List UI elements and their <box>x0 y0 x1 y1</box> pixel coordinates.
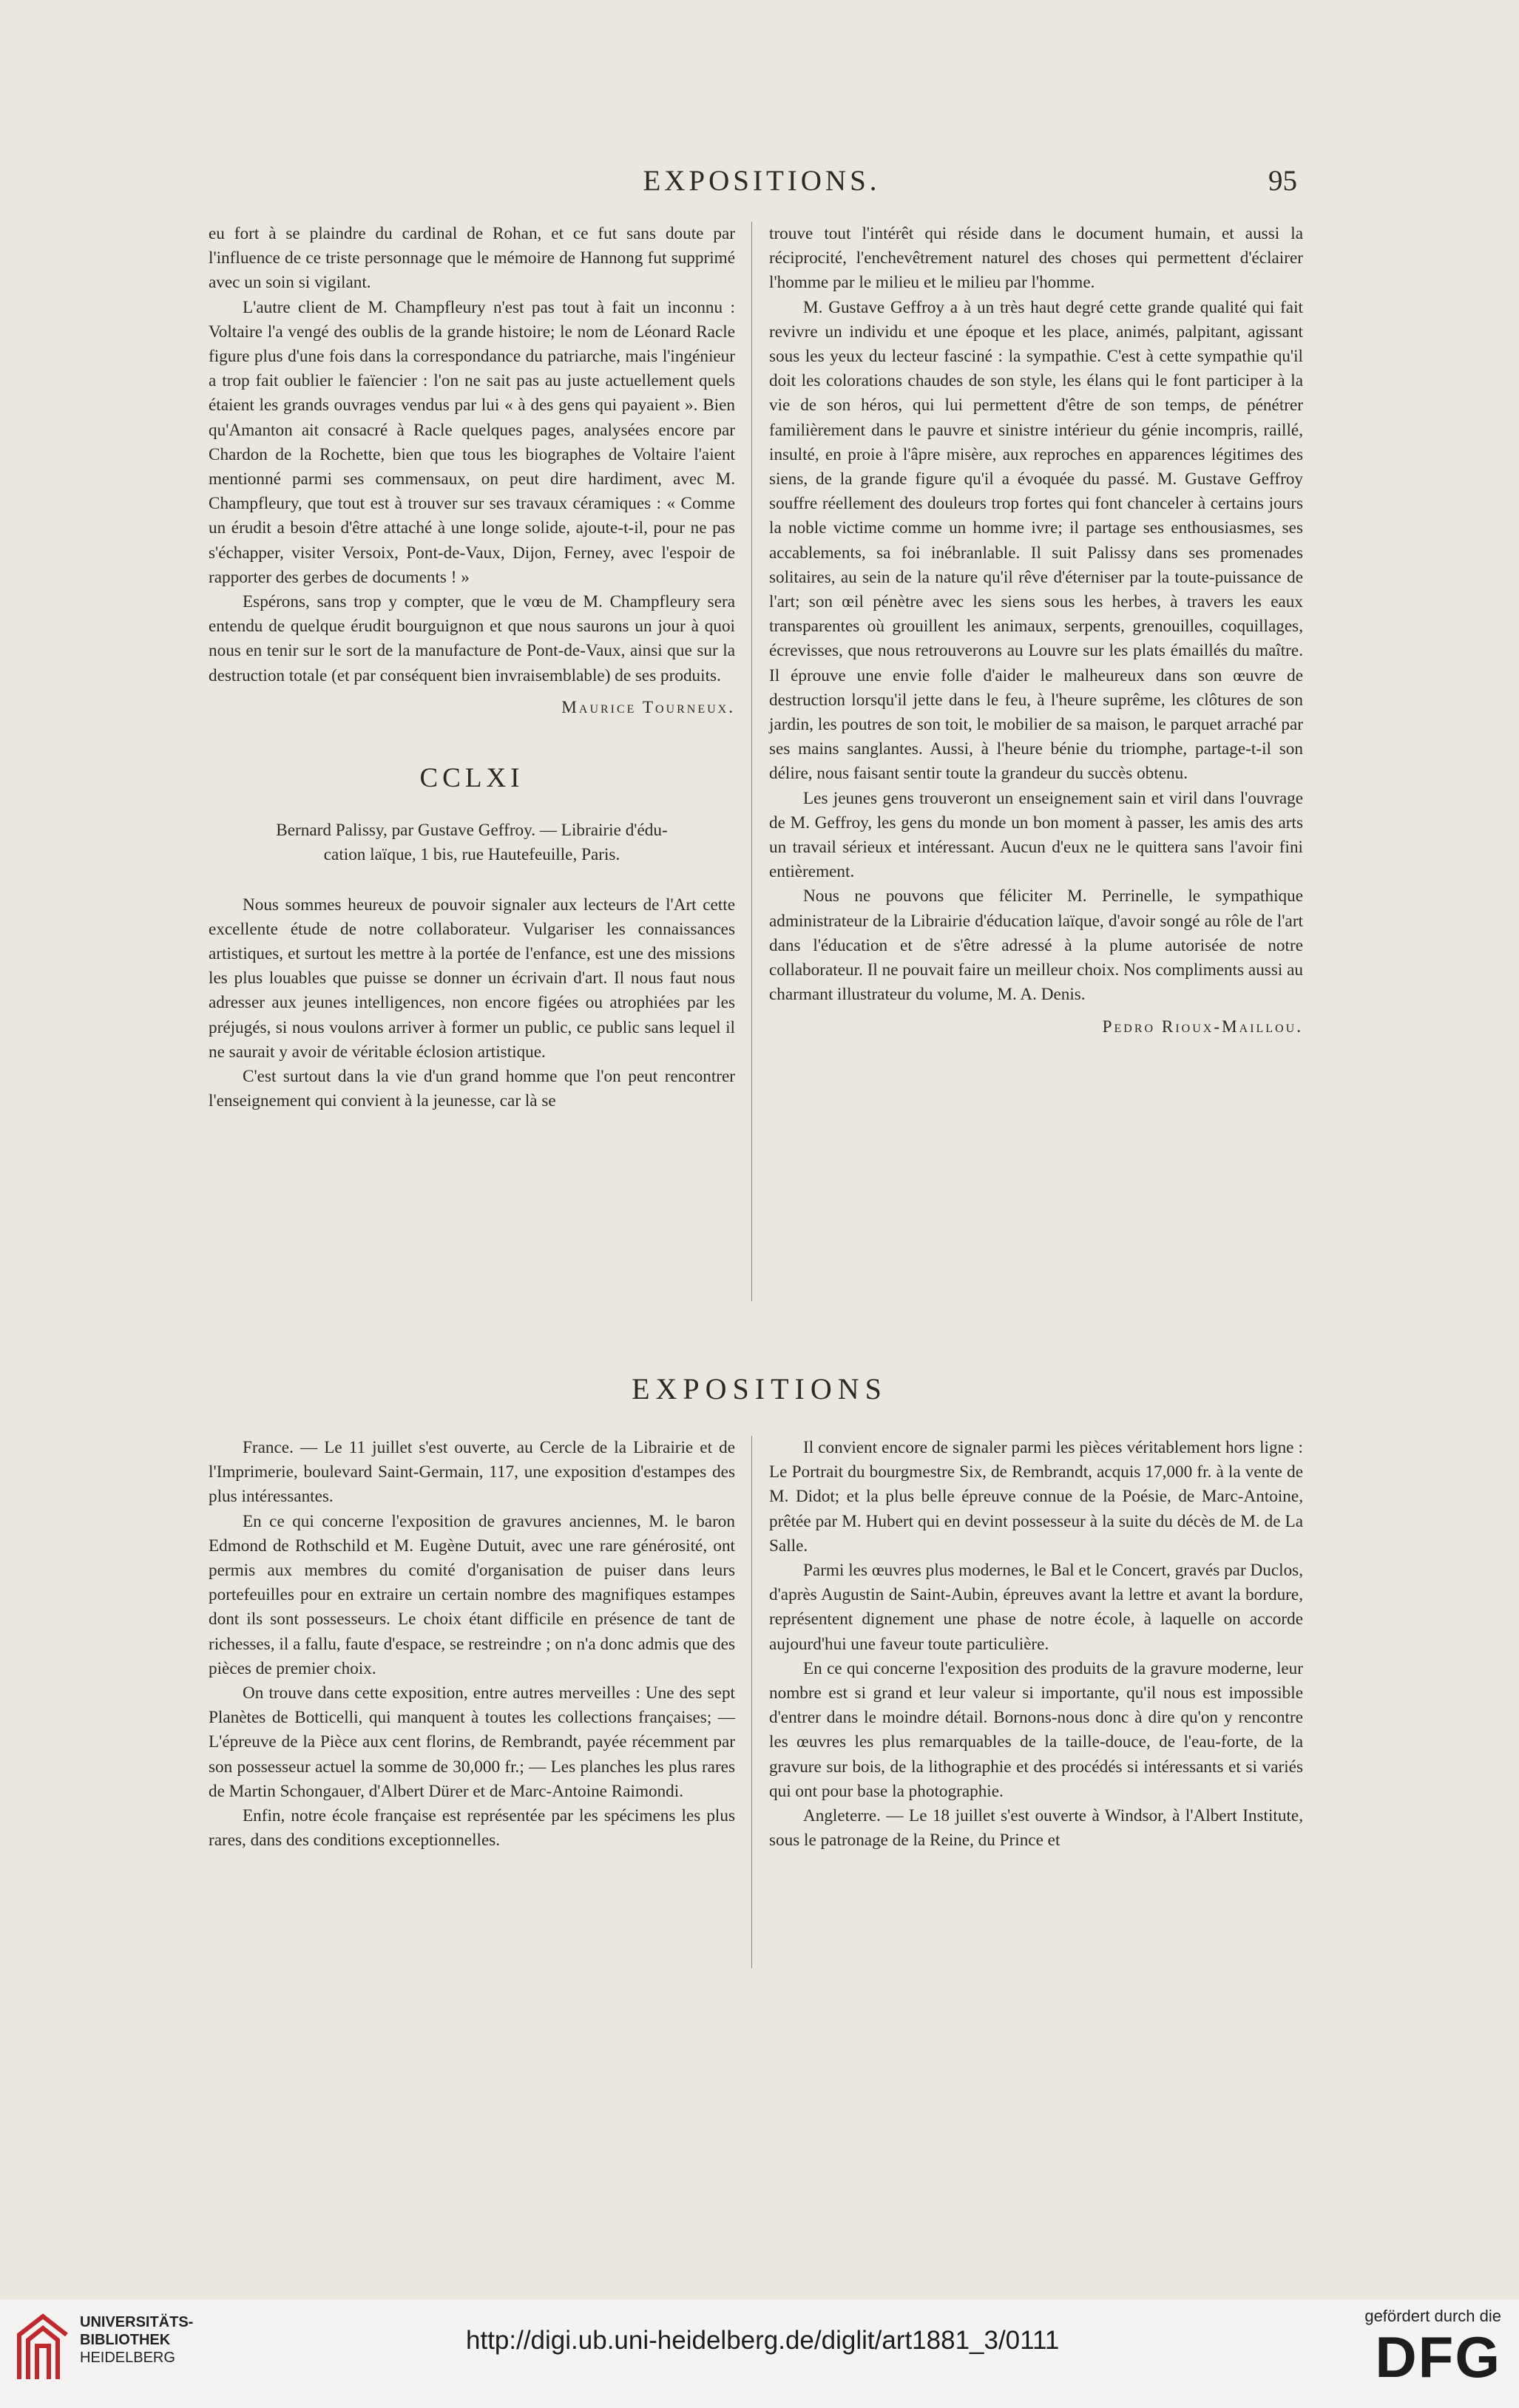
paragraph: Nous ne pouvons que féliciter M. Perrinelle, le sympathique administrateur de la Librairie d'éducation laïque, d'avoir songé au rôle de l'art dans l'éducation et de s'être adressé à la plume autorisée de notre collaborateur. Il ne pouvait faire un meilleur choix. Nos compliments aussi au charmant illustrateur du volume, M. A. Denis. <box>769 886 1303 1005</box>
review-heading <box>209 818 735 867</box>
library-name-line: HEIDELBERG <box>80 2350 175 2366</box>
signature: Pedro Rioux-Maillou. <box>1102 1017 1303 1037</box>
permalink-url[interactable]: http://digi.ub.uni-heidelberg.de/diglit/art1881_3/0111 <box>466 2326 1060 2355</box>
paragraph: Enfin, notre école française est représentée par les spécimens les plus rares, dans des conditions exceptionnelles. <box>209 1806 735 1851</box>
review-heading-line: cation laïque, 1 bis, rue Hautefeuille, Paris. <box>323 845 620 865</box>
right-column-bottom <box>769 1436 1303 1853</box>
funding-caption: gefördert durch die <box>1364 2307 1501 2325</box>
library-name-line: BIBLIOTHEK <box>80 2332 171 2348</box>
paragraph: C'est surtout dans la vie d'un grand homme que l'on peut rencontrer l'enseignement qui convient à la jeunesse, car là se <box>209 1067 735 1111</box>
paragraph: M. Gustave Geffroy a à un très haut degré cette grande qualité qui fait revivre un individu et une époque et les place, animés, palpitant, agissant sous les yeux du lecteur fasciné : la sympathie. C'est à cette sympathie qu'il doit les colorations chaudes de son style, les élans qui le font participer à la vie de son héros, qui lui permettent d'être de son temps, de pénétrer familièrement dans le pauvre et sinistre intérieur du génie incompris, raillé, insulté, en proie à l'âpre misère, aux reproches en apparences légitimes des siens, de la grande figure qu'il a évoquée du passé. M. Gustave Geffroy souffre réellement des douleurs trop fortes qui font chanceler à certains jours la noble victime comme un homme ivre; il partage ses enthousiasmes, ses accablements, sa foi inébranlable. Il suit Palissy dans ses promenades solitaires, au sein de la nature qu'il rêve d'éterniser par la toute-puissance de l'art; son œil pénètre avec les siens sous les herbes, à travers les eaux transparentes où grouillent les animaux, serpents, grenouilles, coquillages, écrevisses, que nous retrouverons au Louvre sur les plats émaillés du maître. Il éprouve une envie folle d'aider le malheureux dans son œuvre de destruction lorsqu'il jette dans le feu, à l'heure suprême, les clôtures de son jardin, les poutres de son toit, le mobilier de sa maison, le parquet arraché par ses mains sanglantes. Aussi, à l'heure bénie du triomphe, partage-t-il son délire, nous faisant sentir toute la grandeur du succès obtenu. <box>769 297 1303 784</box>
signature: Maurice Tourneux. <box>561 697 735 717</box>
page-number: 95 <box>1268 165 1297 197</box>
paragraph: France. — Le 11 juillet s'est ouverte, au Cercle de la Librairie et de l'Imprimerie, boulevard Saint-Germain, 117, une exposition d'estampes des plus intéressantes. <box>209 1438 735 1507</box>
dfg-logo-icon: DFG <box>1375 2324 1501 2390</box>
left-column-top <box>209 222 735 1114</box>
library-logo[interactable] <box>13 2309 198 2390</box>
column-divider <box>751 222 752 1301</box>
paragraph: On trouve dans cette exposition, entre autres merveilles : Une des sept Planètes de Botticelli, qui manquent à toutes les collections françaises; — L'épreuve de la Pièce aux cent florins, de Rembrandt, payée récemment par son possesseur actuel la somme de 30,000 fr.; — Les planches les plus rares de Martin Schongauer, d'Albert Dürer et de Marc-Antoine Raimondi. <box>209 1683 735 1801</box>
paragraph: En ce qui concerne l'exposition de gravures anciennes, M. le baron Edmond de Rothschild et M. Eugène Dutuit, avec une rare générosité, ont permis aux membres du comité d'organisation de puiser dans leurs portefeuilles pour en extraire un certain nombre des magnifiques estampes dont ils sont possesseurs. Le choix étant difficile en présence de tant de richesses, il a fallu, faute d'espace, se restreindre ; on n'a donc admis que des pièces de premier choix. <box>209 1511 735 1678</box>
paragraph: Il convient encore de signaler parmi les pièces véritablement hors ligne : Le Portrait du bourgmestre Six, de Rembrandt, acquis 17,000 fr. à la vente de M. Didot; et la plus belle épreuve connue de la Poésie, de Marc-Antoine, prêtée par M. Hubert qui en devint possesseur à la suite du décès de M. de La Salle. <box>769 1438 1303 1556</box>
library-emblem-icon <box>13 2309 75 2390</box>
review-heading-line: Bernard Palissy, par Gustave Geffroy. — Librairie d'édu- <box>276 821 668 841</box>
paragraph: Les jeunes gens trouveront un enseignement sain et viril dans l'ouvrage de M. Geffroy, les gens du monde un bon moment à passer, les amis des arts un travail sérieux et intéressant. Aucun d'eux ne le quittera sans l'avoir fini entièrement. <box>769 788 1303 882</box>
running-title: EXPOSITIONS. <box>643 165 881 197</box>
left-column-bottom <box>209 1436 735 1853</box>
library-name-line: UNIVERSITÄTS- <box>80 2314 194 2330</box>
paragraph: eu fort à se plaindre du cardinal de Rohan, et ce fut sans doute par l'influence de ce triste personnage que le mémoire de Hannong fut supprimé avec un soin si vigilant. <box>209 224 735 293</box>
library-name <box>80 2313 193 2367</box>
paragraph: Angleterre. — Le 18 juillet s'est ouverte à Windsor, à l'Albert Institute, sous le patronage de la Reine, du Prince et <box>769 1806 1303 1851</box>
column-divider <box>751 1436 752 1968</box>
section-title: EXPOSITIONS <box>632 1372 887 1405</box>
paragraph: En ce qui concerne l'exposition des produits de la gravure moderne, leur nombre est si grand et leur valeur si importante, qu'il nous est impossible d'entrer dans le moindre détail. Bornons-nous donc à dire qu'on y rencontre les œuvres les plus remarquables de la taille-douce, de l'eau-forte, de la gravure sur bois, de la lithographie et des procédés si intéressants et si variés qui ont pour base la photographie. <box>769 1658 1303 1801</box>
paragraph: trouve tout l'intérêt qui réside dans le document humain, et aussi la réciprocité, l'enchevêtrement naturel des choses qui permettent d'éclairer l'homme par le milieu et le milieu par l'homme. <box>769 224 1303 293</box>
paragraph: Nous sommes heureux de pouvoir signaler aux lecteurs de l'Art cette excellente étude de notre collaborateur. Vulgariser les connaissances artistiques, et surtout les mettre à la portée de l'enfance, est une des missions les plus louables que puisse se donner un écrivain d'art. Il nous faut nous adresser aux jeunes intelligences, non encore figées ou atrophiées par les préjugés, si nous voulons arriver à former un public, ce public sans lequel il ne saurait y avoir de véritable éclosion artistique. <box>209 895 735 1062</box>
funding-logo[interactable] <box>1316 2307 1501 2395</box>
paragraph: Espérons, sans trop y compter, que le vœu de M. Champfleury sera entendu de quelque érudit bourguignon et que nous saurons un jour à quoi nous en tenir sur le sort de la manufacture de Pont-de-Vaux, ainsi que sur la destruction totale (et par conséquent bien invraisemblable) de ses produits. <box>209 592 735 685</box>
right-column-top <box>769 222 1303 1039</box>
running-head <box>0 164 1519 201</box>
section-number: CCLXI <box>419 763 524 794</box>
paragraph: L'autre client de M. Champfleury n'est pas tout à fait un inconnu : Voltaire l'a vengé des oublis de la grande histoire; le nom de Léonard Racle figure plus d'une fois dans la correspondance du patriarche, mais l'ingénieur a trop fait oublier le faïencier : l'on ne sait pas au juste actuellement quels étaient les grands ouvrages vendus par lui « à des gens qui payaient ». Bien qu'Amanton ait consacré à Racle quelques pages, analysées encore par Chardon de la Rochette, bien que tous les biographes de Voltaire l'aient mentionné parmi ses commensaux, on peut dire hardiment, avec M. Champfleury, que tout est à trouver sur ses travaux céramiques : « Comme un érudit a besoin d'être attaché à une longe solide, ajoute-t-il, pour ne pas s'échapper, visiter Versoix, Pont-de-Vaux, Dijon, Ferney, avec l'espoir de rapporter des gerbes de documents ! » <box>209 297 735 587</box>
paragraph: Parmi les œuvres plus modernes, le Bal et le Concert, gravés par Duclos, d'après Augustin de Saint-Aubin, épreuves avant la lettre et avant la bordure, représentent dignement une phase de notre école, à laquelle on accorde aujourd'hui une faveur toute particulière. <box>769 1561 1303 1654</box>
